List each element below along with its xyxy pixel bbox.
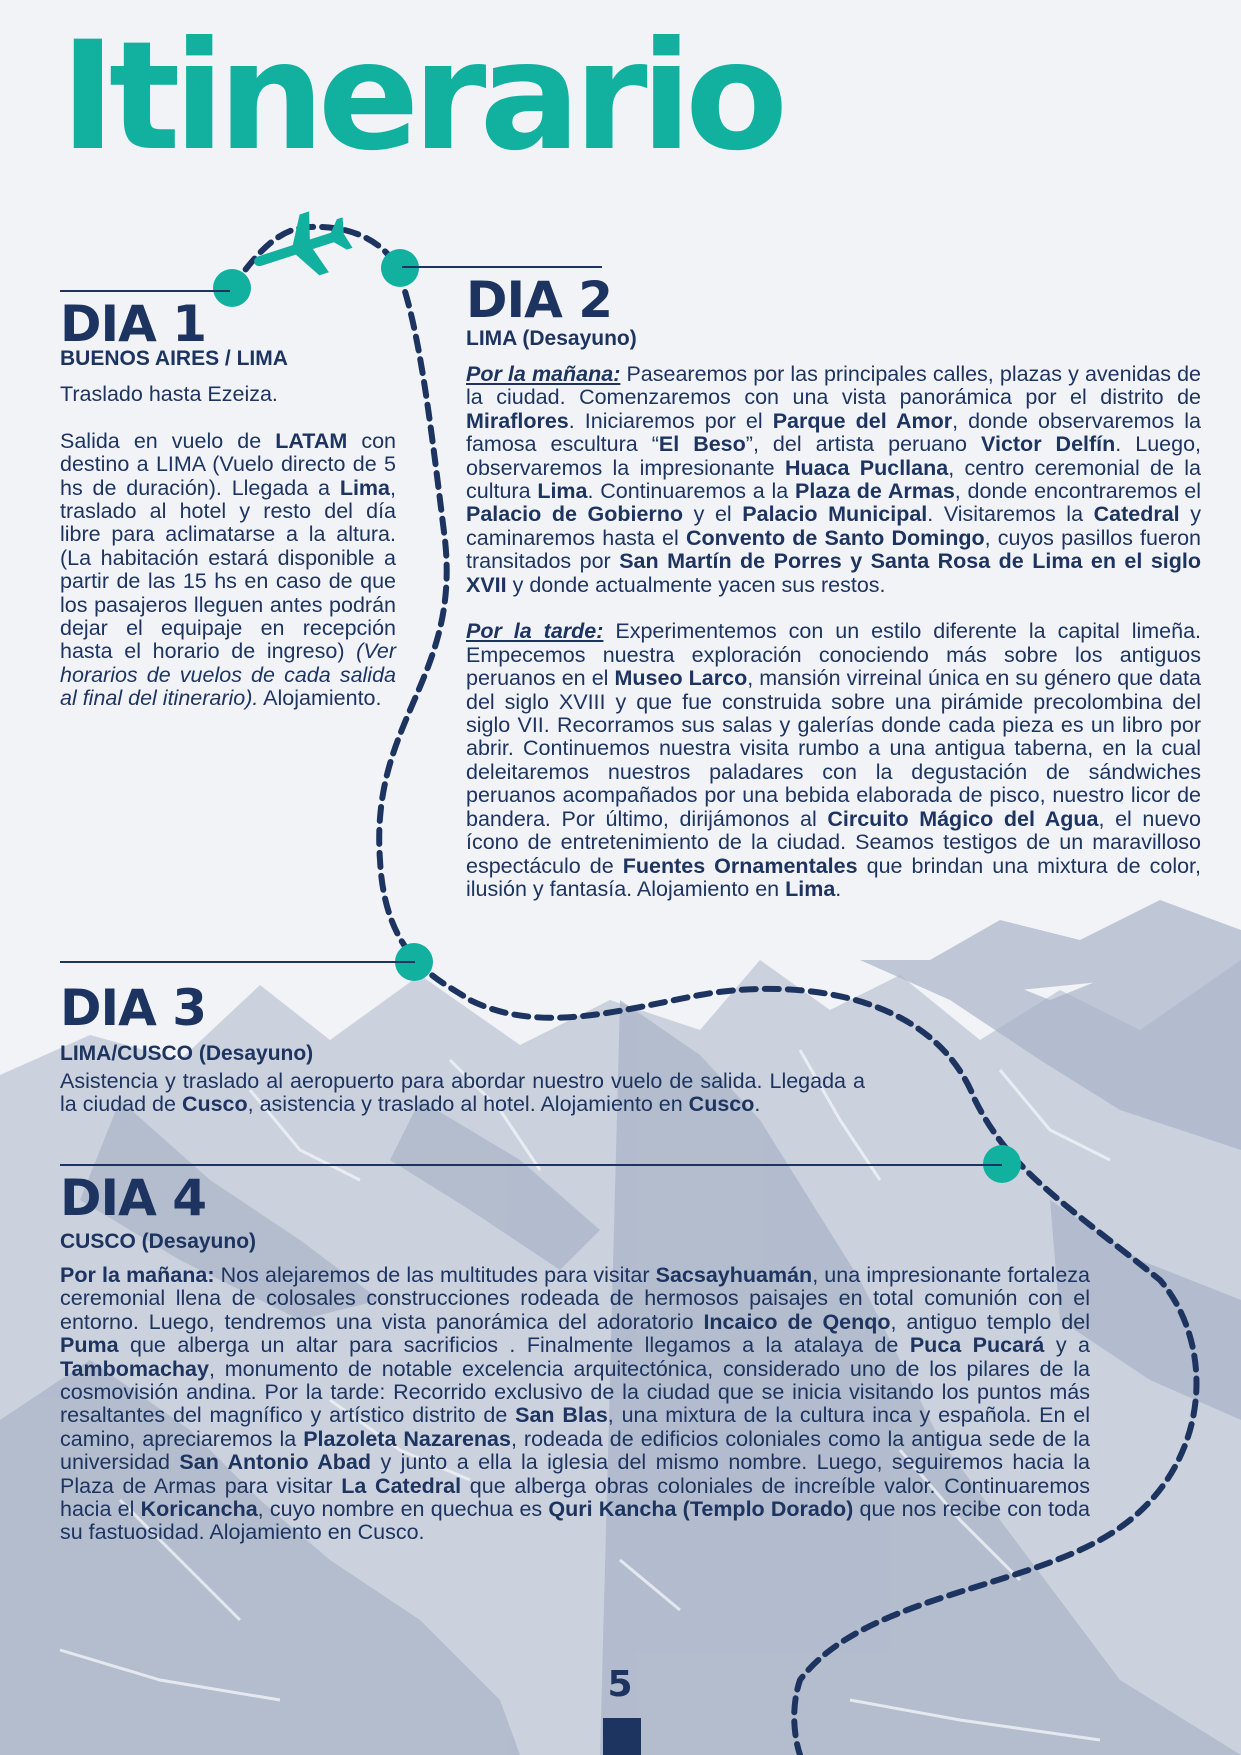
highlighted-text: Cusco <box>181 1092 248 1117</box>
text-run: , una mixtura de la cultura inca y española. En el camino, apreciaremos la <box>60 1403 1090 1451</box>
highlighted-text: Lima <box>339 475 391 500</box>
paragraph <box>60 1264 1090 1545</box>
text-run: , antiguo templo del <box>890 1309 1090 1334</box>
text-run: . Iniciaremos por el <box>568 408 773 433</box>
text-run: Asistencia y traslado al aeropuerto para abordar nuestro vuelo de salida. Llegada a la ciudad de <box>60 1069 865 1117</box>
paragraph <box>466 363 1201 597</box>
text-run: . Luego, observaremos la impresionante <box>466 432 1202 480</box>
highlighted-text: Museo Larco <box>614 666 748 691</box>
text-run: , donde observaremos la famosa escultura “ <box>466 408 1202 457</box>
day-subtitle: BUENOS AIRES / LIMA <box>60 347 288 370</box>
text-run: (Ver horarios de vuelos de cada salida al final del itinerario). <box>60 639 396 711</box>
highlighted-text: Sacsayhuamán <box>655 1263 813 1287</box>
highlighted-text: Catedral <box>1093 502 1180 527</box>
text-run: , cuyos pasillos fueron transitados por <box>466 525 1201 574</box>
page-number: 5 <box>607 1664 633 1705</box>
highlighted-text: Tambomachay <box>60 1356 209 1381</box>
highlighted-text: Convento de Santo Domingo <box>685 525 985 550</box>
text-run: que brindan una mixtura de color, ilusión y fantasía. Alojamiento en <box>466 853 1202 901</box>
highlighted-text: Quri Kancha (Templo Dorado) <box>548 1497 854 1522</box>
text-run: , una impresionante fortaleza ceremonial llena de colosales construcciones rodeada de hermosos paisajes en total comunión con el entorno. Luego, tendremos una vista panorámica del adoratorio <box>60 1263 1090 1334</box>
highlighted-text: San Antonio Abad <box>179 1450 372 1475</box>
text-run: ”, del artista peruano <box>745 432 982 457</box>
text-run: , cuyo nombre en quechua es <box>257 1497 549 1522</box>
highlighted-text: La Catedral <box>341 1473 462 1498</box>
highlighted-text: Por la mañana: <box>60 1263 215 1287</box>
highlighted-text: Fuentes Ornamentales <box>622 853 858 878</box>
text-run: . Continuaremos a la <box>587 479 796 504</box>
text-run: . <box>835 876 842 901</box>
text-run: y el <box>683 502 743 527</box>
day-heading: DIA 1 <box>60 295 207 353</box>
divider <box>402 266 602 268</box>
text-run: Experimentemos con un estilo diferente la capital limeña. Empecemos nuestra exploración conociendo más sobre los antiguos peruanos en el <box>466 619 1202 691</box>
text-run: y junto a ella la iglesia del mismo nombre. Luego, seguiremos hacia la Plaza de Armas para visitar <box>60 1450 1090 1498</box>
text-run: que nos recibe con toda su fastuosidad. Alojamiento en Cusco. <box>60 1497 1090 1545</box>
paragraph <box>60 430 396 711</box>
highlighted-text: Puca Pucará <box>909 1333 1045 1358</box>
highlighted-text: San Martín de Porres y Santa Rosa de Lima en el siglo XVII <box>466 549 1201 597</box>
text-run: que alberga obras coloniales de increíble valor. Continuaremos hacia el <box>60 1473 1090 1522</box>
highlighted-text: Lima <box>785 876 836 901</box>
text-run: . <box>754 1092 761 1117</box>
highlighted-text: Puma <box>60 1333 119 1358</box>
text-run: Nos alejaremos de las multitudes para visitar <box>214 1263 656 1287</box>
text-run: con destino a LIMA (Vuelo directo de 5 hs de duración). Llegada a <box>60 428 397 500</box>
highlighted-text: Koricancha <box>140 1497 258 1522</box>
day-description <box>466 363 1201 901</box>
route-marker <box>381 249 419 287</box>
highlighted-text: Palacio de Gobierno <box>466 502 684 527</box>
highlighted-text: Palacio Municipal <box>742 502 928 527</box>
text-run: , traslado al hotel y resto del día libre para aclimatarse a la altura. (La habitación estará disponible a partir de las 15 hs en caso de que los pasajeros lleguen antes podrán dejar el equipaje en recepción hasta el horario de ingreso) <box>60 475 396 664</box>
day-description <box>60 1264 1090 1545</box>
divider <box>60 961 415 963</box>
text-run: , el nuevo ícono de entretenimiento de la ciudad. Seamos testigos de un maravilloso espectáculo de <box>466 806 1201 878</box>
divider <box>60 1164 1002 1166</box>
day-description <box>60 383 396 711</box>
text-run: , asistencia y traslado al hotel. Alojamiento en <box>247 1092 689 1117</box>
day-heading: DIA 2 <box>466 271 613 329</box>
paragraph <box>466 620 1201 901</box>
text-run: Salida en vuelo de <box>60 428 276 453</box>
day-description <box>60 1070 865 1117</box>
text-run: , centro ceremonial de la cultura <box>466 455 1201 504</box>
highlighted-text: San Blas <box>515 1403 608 1428</box>
text-run: y donde actualmente yacen sus restos. <box>506 572 886 597</box>
day-subtitle: CUSCO (Desayuno) <box>60 1230 257 1253</box>
day-subtitle: LIMA/CUSCO (Desayuno) <box>60 1042 314 1065</box>
highlighted-text: Miraflores <box>466 408 569 433</box>
text-run: Alojamiento. <box>258 686 382 711</box>
highlighted-text: Por la mañana: <box>466 362 621 386</box>
page-title: Itinerario <box>60 10 782 184</box>
text-run: . Visitaremos la <box>927 502 1094 527</box>
highlighted-text: Plaza de Armas <box>795 479 955 504</box>
text-run: Traslado hasta Ezeiza. <box>60 382 278 406</box>
text-run: Pasearemos por las principales calles, plazas y avenidas de la ciudad. Comenzaremos con una vista panorámica por el distrito de <box>466 362 1202 410</box>
day-heading: DIA 4 <box>60 1169 207 1227</box>
text-run: que alberga un altar para sacrificios . Finalmente llegamos a la atalaya de <box>118 1333 910 1358</box>
highlighted-text: Incaico de Qenqo <box>703 1309 891 1334</box>
highlighted-text: LATAM <box>275 428 348 453</box>
paragraph <box>60 1070 865 1117</box>
highlighted-text: Huaca Pucllana <box>784 455 949 480</box>
text-run: , mansión virreinal única en su género que data del siglo XVIII y que fue construida sobre una pirámide precolombina del siglo VII. Recorramos sus salas y galerías donde cada pieza es un libro por abrir. Continuemos nuestra visita rumbo a una antigua taberna, en la cual deleitaremos nuestros paladares con la degustación de sándwiches peruanos acompañados por una bebida elaborada de pisco, nuestro licor de bandera. Por último, dirijámonos al <box>466 666 1201 831</box>
highlighted-text: Victor Delfín <box>981 432 1116 457</box>
highlighted-text: Lima <box>537 479 588 504</box>
text-run: , rodeada de edificios coloniales como la antigua sede de la universidad <box>60 1426 1090 1475</box>
day-subtitle: LIMA (Desayuno) <box>466 327 637 350</box>
day-heading: DIA 3 <box>60 979 207 1037</box>
highlighted-text: Parque del Amor <box>772 408 953 433</box>
text-run: y a <box>1044 1333 1090 1358</box>
highlighted-text: Por la tarde: <box>466 619 604 644</box>
page-tab <box>603 1718 641 1755</box>
text-run: y caminaremos hasta el <box>466 502 1201 550</box>
highlighted-text: Plazoleta Nazarenas <box>303 1426 511 1451</box>
text-run: , donde encontraremos el <box>954 479 1201 504</box>
highlighted-text: Cusco <box>688 1092 755 1117</box>
highlighted-text: El Beso <box>658 432 746 457</box>
paragraph <box>60 383 396 406</box>
route-marker <box>213 269 251 307</box>
highlighted-text: Circuito Mágico del Agua <box>827 806 1099 831</box>
divider <box>60 290 230 292</box>
text-run: , monumento de notable excelencia arquitectónica, considerado uno de los pilares de la cosmovisión andina. Por la tarde: Recorrido exclusivo de la ciudad que se inicia visitando los puntos más resaltantes del magnífico y artístico distrito de <box>60 1356 1090 1428</box>
